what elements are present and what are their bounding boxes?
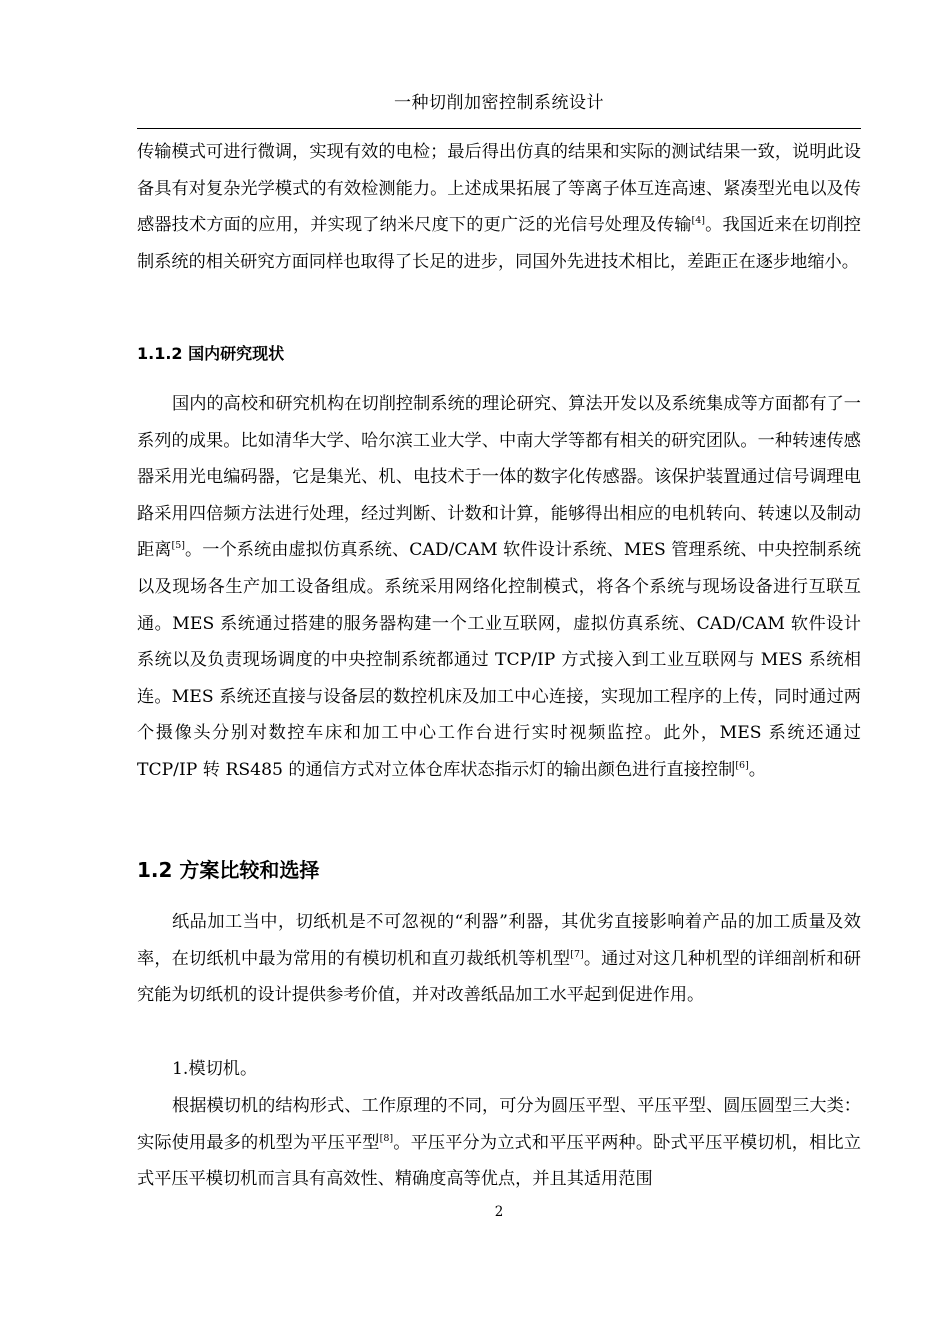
list-item-die-cutter: 1.模切机。 [172,1059,258,1079]
paragraph-text: 。我国近来在切削控制系统的相关研究方面同样也取得了长足的进步，同国外先进技术相比，差距正在逐步地缩小。 [137,215,861,272]
paragraph-paper-cutting [137,904,861,1014]
section-heading: 1.2 方案比较和选择 [137,858,320,882]
citation-ref: [8] [379,1132,394,1144]
paragraph-text: 。 [748,759,766,780]
paragraph-text: 国内的高校和研究机构在切削控制系统的理论研究、算法开发以及系统集成等方面都有了一系列的成果。比如清华大学、哈尔滨工业大学、中南大学等都有相关的研究团队。一种转速传感器采用光电编码器，它是集光、机、电技术于一体的数字化传感器。该保护装置通过信号调理电路采用四倍频方法进行处理，经过判断、计数和计算，能够得出相应的电机转向、转速以及制动距离 [137,394,861,561]
subsection-heading: 1.1.2 国内研究现状 [137,344,285,363]
paragraph-text: 传输模式可进行微调，实现有效的电检；最后得出仿真的结果和实际的测试结果一致，说明此设备具有对复杂光学模式的有效检测能力。上述成果拓展了等离子体互连高速、紧凑型光电以及传感器技术方面的应用，并实现了纳米尺度下的更广泛的光信号处理及传输 [137,142,861,236]
paragraph-text: 。平压平分为立式和平压平两种。卧式平压平模切机，相比立式平压平模切机而言具有高效性、精确度高等优点，并且其适用范围 [137,1132,861,1190]
page-header-title: 一种切削加密控制系统设计 [394,93,604,113]
header-divider [137,128,861,129]
paragraph-die-cutter-types [137,1088,861,1198]
paragraph-text: 。通过对这几种机型的详细剖析和研究能为切纸机的设计提供参考价值，并对改善纸品加工水平起到促进作用。 [137,948,861,1006]
citation-ref: [5] [171,540,185,552]
paragraph-text: 根据模切机的结构形式、工作原理的不同，可分为圆压平型、平压平型、圆压圆型三大类：实际使用最多的机型为平压平型 [137,1096,861,1153]
paragraph-continuation [137,134,861,280]
paragraph-text: 纸品加工当中，切纸机是不可忽视的“利器”利器，其优劣直接影响着产品的加工质量及效率，在切纸机中最为常用的有模切机和直刃裁纸机等机型 [137,912,861,969]
citation-ref: [7] [570,948,584,960]
citation-ref: [4] [691,215,706,227]
citation-ref: [6] [735,759,749,771]
page-number: 2 [494,1204,504,1220]
paragraph-text: 。一个系统由虚拟仿真系统、CAD/CAM 软件设计系统、MES 管理系统、中央控制系统以及现场各生产加工设备组成。系统采用网络化控制模式，将各个系统与现场设备进行互联互通。MES 系统通过搭建的服务器构建一个工业互联网，虚拟仿真系统、CAD/CAM 软件设计系统以及负责现场调度的中央控制系统都通过 TCP/IP 方式接入到工业互联网与 MES 系统相连。MES 系统还直接与设备层的数控机床及加工中心连接，实现加工程序的上传，同时通过两个摄像头分别对数控车床和加工中心工作台进行实时视频监控。此外，MES 系统还通过 TCP/IP 转 RS485 的通信方式对立体仓库状态指示灯的输出颜色进行直接控制 [137,540,861,780]
paragraph-domestic-research [137,386,861,789]
